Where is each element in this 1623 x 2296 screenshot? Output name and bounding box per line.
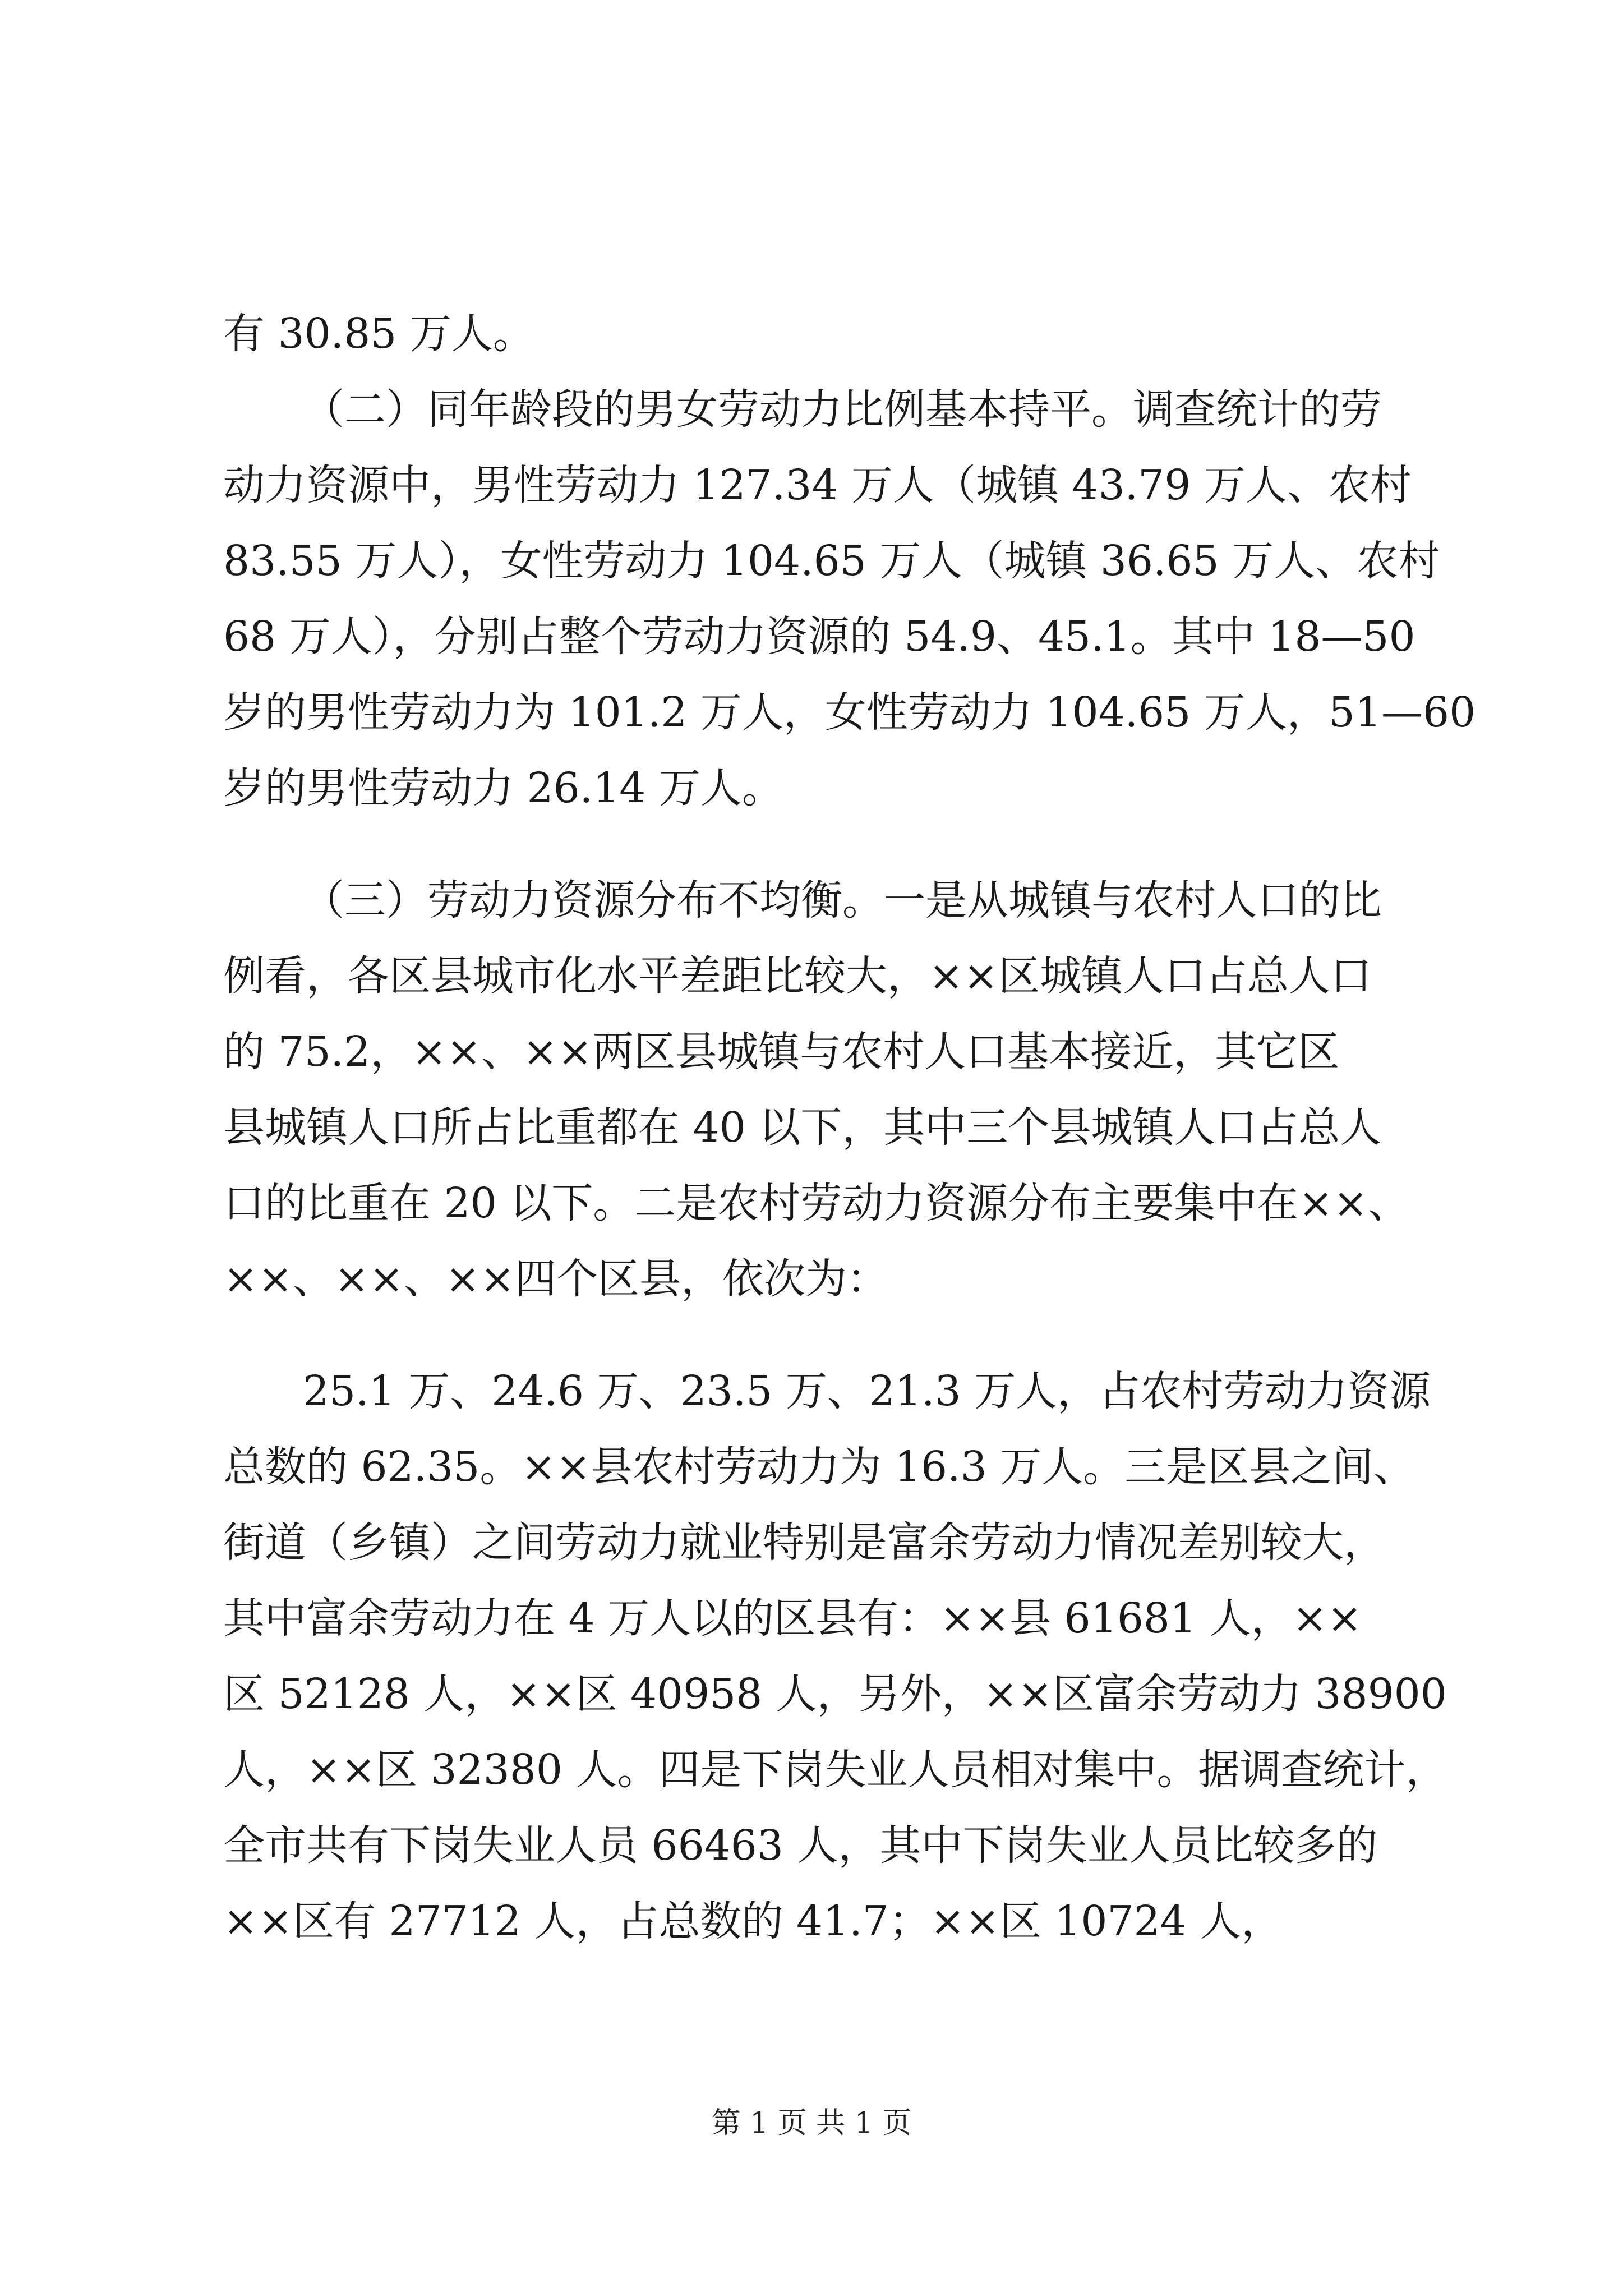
- line-text: 口的比重在 20 以下。二是农村劳动力资源分布主要集中在××、: [223, 1179, 1410, 1227]
- line-text: 县城镇人口所占比重都在 40 以下，其中三个县城镇人口占总人: [223, 1103, 1382, 1152]
- line-text: 83.55 万人），女性劳动力 104.65 万人（城镇 36.65 万人、农村: [223, 537, 1440, 585]
- line-text: （二）同年龄段的男女劳动力比例基本持平。调查统计的劳: [303, 385, 1382, 434]
- text-line: [0, 872, 1623, 928]
- line-text: 总数的 62.35。××县农村劳动力为 16.3 万人。三是区县之间、: [223, 1443, 1415, 1491]
- text-line: [0, 1024, 1623, 1080]
- line-text: 区 52128 人，××区 40958 人，另外，××区富余劳动力 38900: [223, 1670, 1447, 1718]
- line-text: 岁的男性劳动力为 101.2 万人，女性劳动力 104.65 万人，51—60: [223, 688, 1476, 737]
- text-line: [0, 1099, 1623, 1156]
- line-text: 的 75.2，××、××两区县城镇与农村人口基本接近，其它区: [223, 1028, 1340, 1076]
- text-line: [0, 1175, 1623, 1231]
- text-line: [0, 1666, 1623, 1722]
- line-text: ××区有 27712 人，占总数的 41.7；××区 10724 人，: [223, 1897, 1283, 1945]
- text-line: [0, 1742, 1623, 1798]
- line-text: 岁的男性劳动力 26.14 万人。: [223, 764, 783, 812]
- text-line: [0, 948, 1623, 1004]
- text-line: [0, 1251, 1623, 1307]
- text-line: [0, 1515, 1623, 1571]
- text-line: [0, 306, 1623, 362]
- text-line: [0, 381, 1623, 438]
- line-text: ××、××、××四个区县，依次为：: [223, 1255, 889, 1303]
- text-line: [0, 1363, 1623, 1419]
- text-line: [0, 533, 1623, 589]
- line-text: 其中富余劳动力在 4 万人以的区县有：××县 61681 人，××: [223, 1594, 1362, 1642]
- text-line: [0, 684, 1623, 740]
- text-line: [0, 609, 1623, 665]
- line-text: 例看，各区县城市化水平差距比较大，××区城镇人口占总人口: [223, 952, 1372, 1000]
- text-line: [0, 457, 1623, 513]
- text-line: [0, 1439, 1623, 1495]
- text-line: [0, 760, 1623, 816]
- line-text: （三）劳动力资源分布不均衡。一是从城镇与农村人口的比: [303, 876, 1382, 924]
- line-text: 动力资源中，男性劳动力 127.34 万人（城镇 43.79 万人、农村: [223, 461, 1412, 509]
- line-text: 人，××区 32380 人。四是下岗失业人员相对集中。据调查统计，: [223, 1746, 1447, 1794]
- text-line: [0, 1818, 1623, 1874]
- text-line: [0, 1590, 1623, 1646]
- line-text: 街道（乡镇）之间劳动力就业特别是富余劳动力情况差别较大，: [223, 1519, 1385, 1567]
- line-text: 68 万人），分别占整个劳动力资源的 54.9、45.1。其中 18—50: [223, 613, 1415, 661]
- line-text: 25.1 万、24.6 万、23.5 万、21.3 万人，占农村劳动力资源: [303, 1367, 1431, 1415]
- text-line: [0, 1893, 1623, 1949]
- line-text: 全市共有下岗失业人员 66463 人，其中下岗失业人员比较多的: [223, 1821, 1378, 1870]
- page-footer: 第 1 页 共 1 页: [711, 2106, 912, 2140]
- line-text: 有 30.85 万人。: [223, 310, 534, 358]
